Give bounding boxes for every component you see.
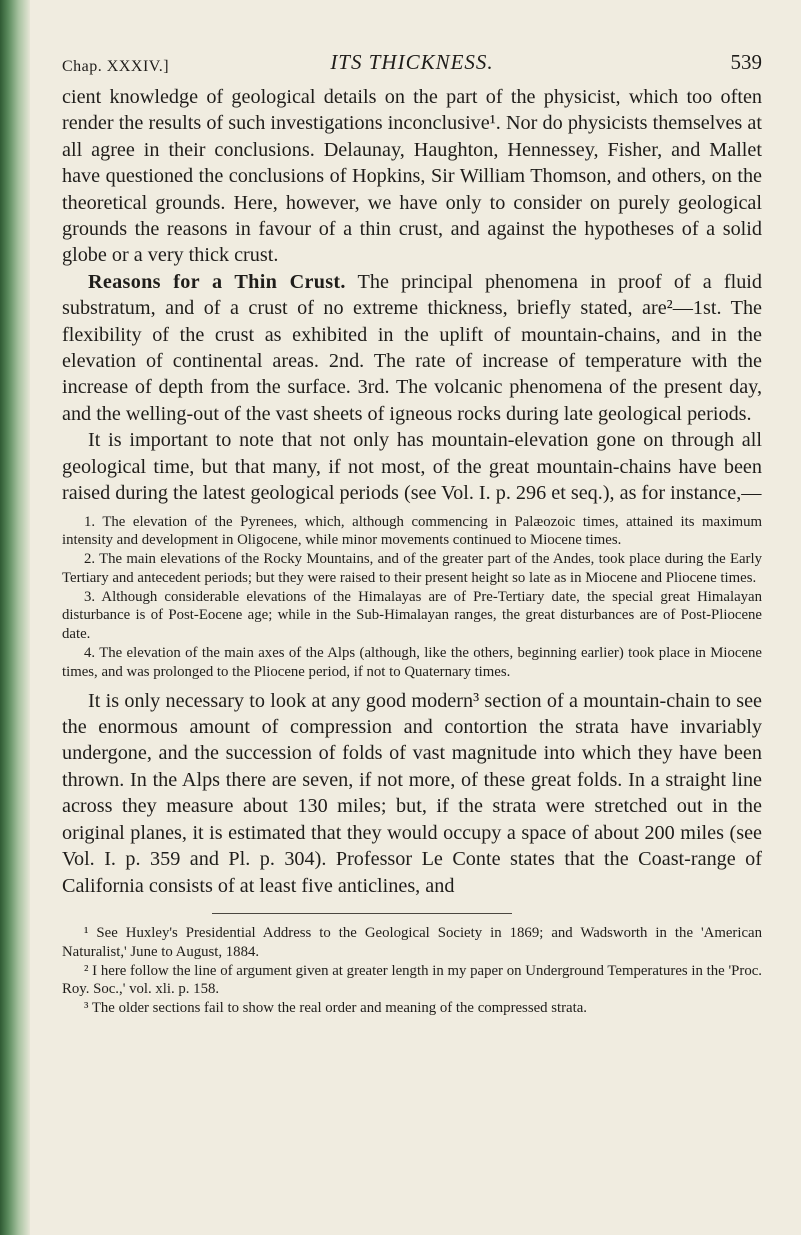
section-heading: Reasons for a Thin Crust. — [88, 270, 346, 293]
numbered-notes — [62, 513, 762, 682]
running-title: ITS THICKNESS. — [330, 50, 494, 74]
page-number: 539 — [730, 50, 762, 74]
numbered-note-2: 2. The main elevations of the Rocky Mountains, and of the greater part of the Andes, took place during the Early Tertiary and antecedent periods; but they were raised to their present height so late as in Miocene and Pliocene times. — [62, 551, 762, 586]
paragraph-1: cient knowledge of geological details on the part of the physicist, which too often render the results of such investigations inconclusive¹. Nor do physicists themselves at all agree in their conclusions. Delaunay, Haughton, Hennessey, Fisher, and Mallet have questioned the conclusions of Hopkins, Sir William Thomson, and others, on the theoretical grounds. Here, however, we have only to consider on purely geological grounds the reasons in favour of a thin crust, and against the hypotheses of a solid globe or a very thick crust. — [62, 86, 762, 267]
book-page — [62, 44, 762, 1018]
footnote-1: ¹ See Huxley's Presidential Address to the Geological Society in 1869; and Wadsworth in the 'American Naturalist,' June to August, 1884. — [62, 924, 762, 960]
paragraph-2 — [62, 269, 762, 427]
footnote-rule — [212, 913, 512, 914]
footnote-3: ³ The older sections fail to show the real order and meaning of the compressed strata. — [84, 1000, 587, 1017]
chapter-label: Chap. XXXIV.] — [62, 58, 170, 75]
numbered-note-3: 3. Although considerable elevations of the Himalayas are of Pre-Tertiary date, the special great Himalayan disturbance is of Post-Eocene age; while in the Sub-Himalayan ranges, the great disturbances are of Post-Pliocene date. — [62, 588, 762, 643]
paragraph-3: It is important to note that not only has mountain-elevation gone on through all geological time, but that many, if not most, of the great mountain-chains have been raised during the latest geological periods (see Vol. I. p. 296 et seq.), as for instance,— — [62, 429, 762, 505]
paragraph-4: It is only necessary to look at any good modern³ section of a mountain-chain to see the enormous amount of compression and contortion the strata have invariably undergone, and the succession of folds of vast magnitude into which they have been thrown. In the Alps there are seven, if not more, of these great folds. In a straight line across they measure about 130 miles; but, if the strata were stretched out in the original planes, it is estimated that they would occupy a space of about 200 miles (see Vol. I. p. 359 and Pl. p. 304). Professor Le Conte states that the Coast-range of California consists of at least five anticlines, and — [62, 689, 762, 897]
running-head — [62, 44, 762, 74]
body-text — [62, 84, 762, 899]
numbered-note-4: 4. The elevation of the main axes of the Alps (although, like the others, beginning earlier) took place in Miocene times, and was prolonged to the Pliocene period, if not to Quaternary times. — [62, 645, 762, 680]
page-binding-edge — [0, 0, 30, 1235]
numbered-note-1: 1. The elevation of the Pyrenees, which, although commencing in Palæozoic times, attained its maximum intensity and development in Oligocene, while minor movements continued to Miocene times. — [62, 513, 762, 549]
footnotes — [62, 924, 762, 1018]
footnote-2: ² I here follow the line of argument given at greater length in my paper on Underground Temperatures in the 'Proc. Roy. Soc.,' vol. xli. p. 158. — [62, 962, 762, 998]
paragraph-2-body: The principal phenomena in proof of a fluid substratum, and of a crust of no extreme thickness, briefly stated, are²—1st. The flexibility of the crust as exhibited in the uplift of mountain-chains, and in the elevation of continental areas. 2nd. The rate of increase of temperature with the increase of depth from the surface. 3rd. The volcanic phenomena of the present day, and the welling-out of the vast sheets of igneous rocks during late geological periods. — [62, 270, 762, 425]
